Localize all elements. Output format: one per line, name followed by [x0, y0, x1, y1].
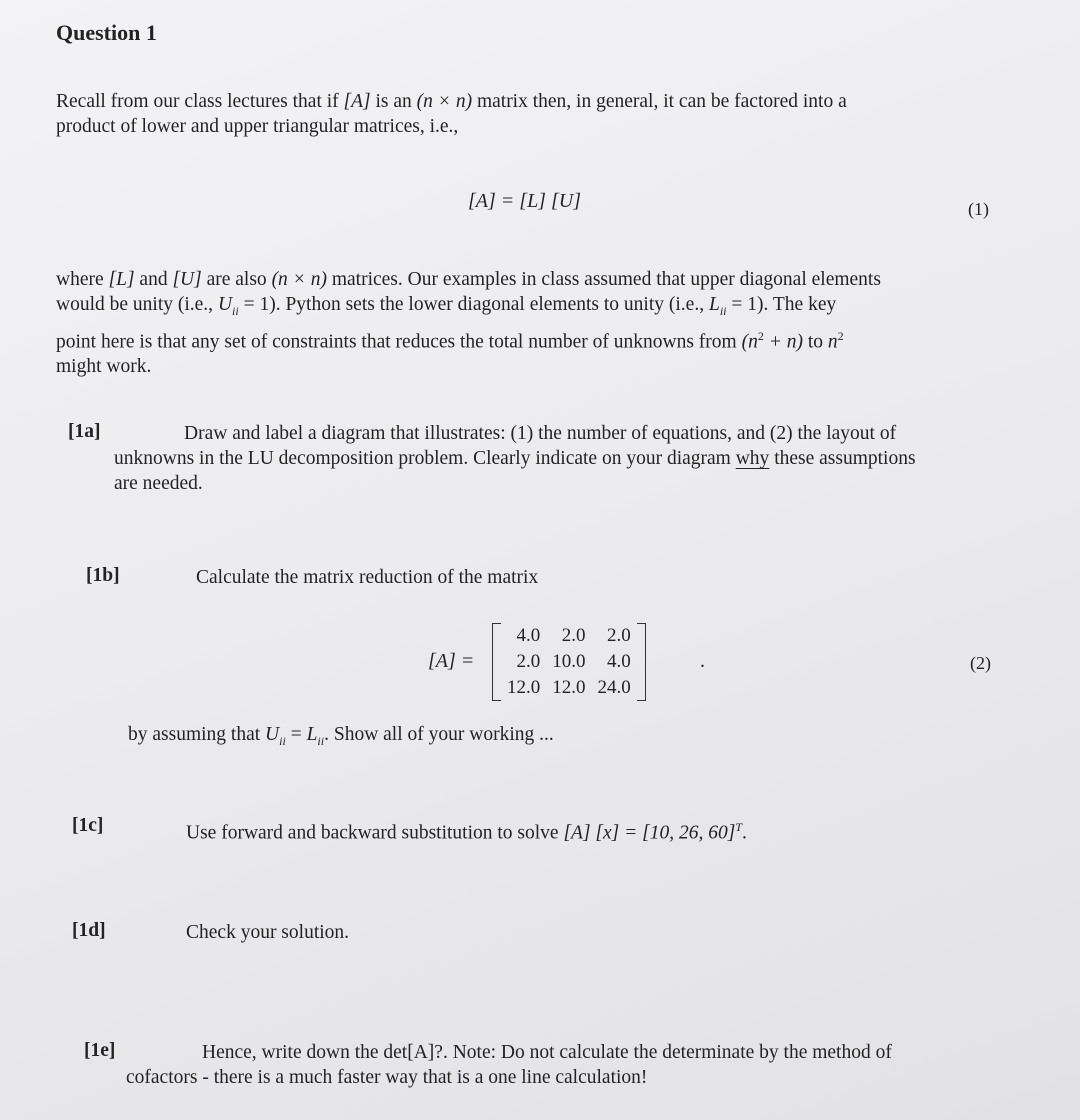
q1a-line-1: Draw and label a diagram that illustrates: (1) the number of equations, and (2) the layout of — [184, 423, 897, 444]
q1d-label: [1d] — [72, 920, 106, 941]
matrix-right-bracket — [637, 623, 646, 701]
matrix-cell: 12.0 — [552, 677, 586, 698]
q1b-assumption: by assuming that $U_{ii} = L_{ii}$. Show all of your working ... — [128, 724, 554, 748]
matrix-row — [501, 623, 637, 649]
matrix-A — [492, 623, 646, 701]
intro-line-2: product of lower and upper triangular matrices, i.e., — [56, 116, 459, 137]
q1c-text: Use forward and backward substitution to solve [A] [x] = [10, 26, 60]$^T$. — [186, 820, 747, 844]
q1e-line-2: cofactors - there is a much faster way that is a one line calculation! — [126, 1067, 648, 1088]
q1e-line-1: Hence, write down the det[A]?. Note: Do not calculate the determinate by the method of — [202, 1042, 892, 1063]
matrix-row — [501, 649, 637, 675]
matrix-table — [501, 623, 637, 701]
q1a-label: [1a] — [68, 421, 101, 442]
matrix-cell: 2.0 — [607, 625, 631, 646]
q1a-line-3: are needed. — [114, 473, 203, 494]
para2-line-2: would be unity (i.e., $U_{ii} = 1$). Python sets the lower diagonal elements to unity (i.e., $L_{ii} = 1$). The key — [56, 294, 837, 318]
matrix-cell: 12.0 — [507, 677, 541, 698]
matrix-cell: 4.0 — [607, 651, 631, 672]
intro-line-1: Recall from our class lectures that if [A] is an (n × n) matrix then, in general, it can be factored into a — [56, 91, 847, 112]
para2-line-3: point here is that any set of constraints that reduces the total number of unknowns from $(n^2 + n)$ to $n^2$ — [56, 328, 844, 353]
equation-2-number: (2) — [970, 653, 991, 673]
q1a-text — [114, 421, 1014, 496]
para2-line-4: might work. — [56, 356, 152, 378]
intro-paragraph — [56, 89, 1016, 139]
matrix-cell: 2.0 — [561, 625, 586, 646]
question-title: Question 1 — [56, 20, 157, 45]
q1a-line-2: unknowns in the LU decomposition problem. Clearly indicate on your diagram why these assumptions — [114, 448, 916, 469]
matrix-cell: 2.0 — [516, 651, 541, 672]
matrix-lhs: [A] = — [428, 650, 475, 672]
equation-1: [A] = [L] [U] — [468, 190, 581, 212]
para2-line-1: where [L] and [U] are also (n × n) matrices. Our examples in class assumed that upper diagonal elements — [56, 269, 881, 290]
matrix-cell: 10.0 — [552, 651, 586, 672]
equation-1-number: (1) — [968, 199, 989, 219]
matrix-cell: 4.0 — [516, 625, 541, 646]
matrix-left-bracket — [492, 623, 501, 701]
q1b-text: Calculate the matrix reduction of the matrix — [196, 567, 539, 588]
q1e-label: [1e] — [84, 1040, 116, 1061]
matrix-period: . — [700, 650, 705, 672]
matrix-row — [501, 675, 637, 701]
q1c-label: [1c] — [72, 815, 104, 836]
matrix-cell: 24.0 — [597, 677, 631, 698]
q1d-text: Check your solution. — [186, 922, 350, 943]
q1e-text — [126, 1040, 1006, 1090]
q1b-label: [1b] — [86, 565, 120, 586]
constraints-paragraph — [56, 267, 1016, 379]
